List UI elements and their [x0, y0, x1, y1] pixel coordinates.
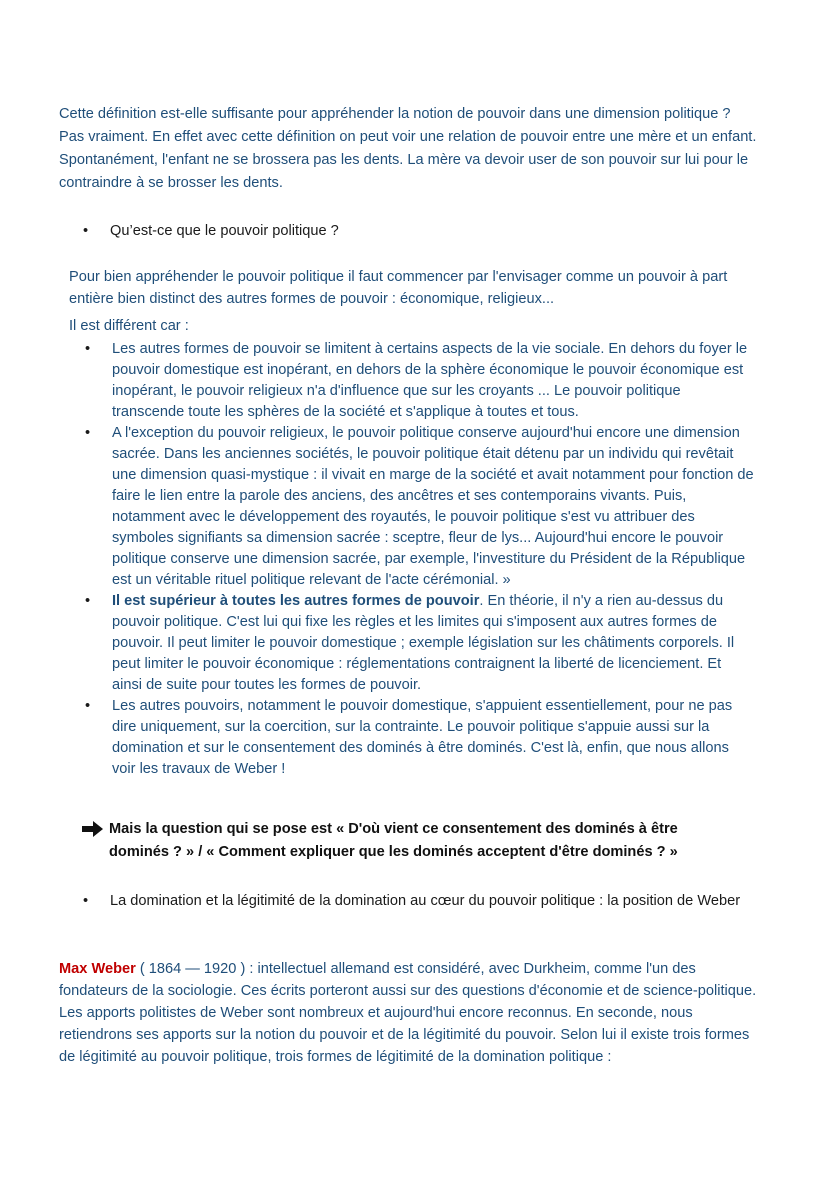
difference-4-text: Les autres pouvoirs, notamment le pouvoir domestique, s'appuient essentiellement, pour ne pas dire uniquement, sur la coercition, sur la contrainte. Le pouvoir politique s'appuie aussi sur la domination et sur le consentement des dominés à être dominés. C'est là, enfin, que nous allons voir les travaux de Weber !	[112, 698, 733, 777]
weber-paragraph	[59, 958, 759, 1068]
difference-1-text: Les autres formes de pouvoir se limitent à certains aspects de la vie sociale. En dehors du foyer le pouvoir domestique est inopérant, en dehors de la sphère économique le pouvoir économique est inopérant, le pouvoir religieux n'a d'influence que sur les croyants ... Le pouvoir politique transcende toute les sphères de la société et s'applique à toutes et tous.	[112, 341, 748, 420]
list-item	[69, 339, 755, 423]
weber-heading-text: La domination et la légitimité de la domination au cœur du pouvoir politique : la position de Weber	[110, 893, 741, 909]
weber-paragraph-text: ( 1864 — 1920 ) : intellectuel allemand est considéré, avec Durkheim, comme l'un des fondateurs de la sociologie. Ces écrits porteront aussi sur des questions d'économie et de science-politique. Les apports politistes de Weber sont nombreux et aujourd'hui encore reconnus. En seconde, nous retiendrons ses apports sur la notion du pouvoir et de la légitimité du pouvoir. Selon lui il existe trois formes de légitimité au pouvoir politique, trois formes de légitimité de la domination politique :	[59, 961, 757, 1065]
arrow-right-icon	[82, 820, 104, 846]
list-item	[69, 696, 755, 780]
intro-paragraph: Cette définition est-elle suffisante pour appréhender la notion de pouvoir dans une dimension politique ? Pas vraiment. En effet avec cette définition on peut voir une relation de pouvoir entre une mère et un enfant. Spontanément, l'enfant ne se brossera pas les dents. La mère va devoir user de son pouvoir sur lui pour le contraindre à se brosser les dents.	[59, 106, 757, 191]
arrow-question-text: Mais la question qui se pose est « D'où vient ce consentement des dominés à être dominés ? » / « Comment expliquer que les dominés acceptent d'être dominés ? »	[109, 821, 678, 860]
weber-name: Max Weber	[59, 961, 136, 977]
list-item	[69, 423, 755, 591]
approach-paragraph: Pour bien appréhender le pouvoir politique il faut commencer par l'envisager comme un pouvoir à part entière bien distinct des autres formes de pouvoir : économique, religieux...	[69, 269, 728, 307]
difference-intro: Il est différent car :	[69, 318, 189, 334]
question-heading	[67, 220, 767, 243]
difference-3-text: . En théorie, il n'y a rien au-dessus du pouvoir politique. C'est lui qui fixe les règles et les limites qui s'imposent aux autres formes de pouvoir. Il peut limiter le pouvoir domestique ; exemple législation sur les châtiments corporels. Il peut limiter le pouvoir économique : réglementations contraignent la liberté de licenciement. Et ainsi de suite pour toutes les formes de pouvoir.	[112, 593, 735, 693]
question-heading-text: Qu’est-ce que le pouvoir politique ?	[110, 223, 339, 239]
weber-heading	[67, 890, 747, 913]
differences-list	[69, 339, 755, 780]
difference-2-text: A l'exception du pouvoir religieux, le pouvoir politique conserve aujourd'hui encore une dimension sacrée. Dans les anciennes sociétés, le pouvoir politique était détenu par un individu qui revêtait une dimension quasi-mystique : il vivait en marge de la société et avait notamment pour fonction de faire le lien entre la parole des anciens, des ancêtres et ses contemporains vivants. Puis, notamment avec le développement des royautés, le pouvoir politique s'est vu attribuer des symboles signifiants sa dimension sacrée : sceptre, fleur de lys... Aujourd'hui encore le pouvoir politique conserve une dimension sacrée, par exemple, l'investiture du Président de la République est un véritable rituel politique relevant de l'acte cérémonial. »	[112, 425, 754, 588]
arrow-question	[82, 818, 722, 863]
list-item	[69, 591, 755, 696]
difference-3-bold: Il est supérieur à toutes les autres formes de pouvoir	[112, 593, 480, 609]
